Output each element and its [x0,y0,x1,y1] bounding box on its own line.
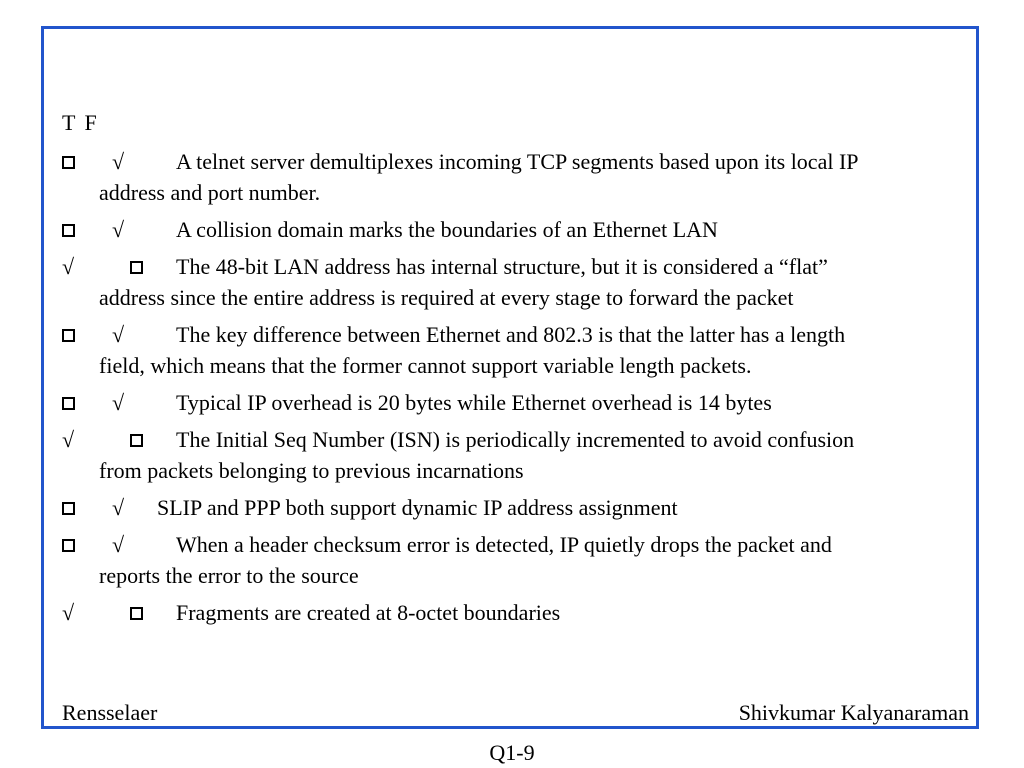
false-column [130,251,143,282]
question-item [62,492,974,523]
question-text-continued: address and port number. [99,180,321,205]
empty-checkbox-icon [62,224,75,237]
true-column [62,424,74,455]
empty-checkbox-icon [62,539,75,552]
footer-author: Shivkumar Kalyanaraman [738,700,969,725]
question-text-continued: field, which means that the former cannot support variable length packets. [99,353,752,378]
question-item [62,214,974,245]
true-column [62,529,75,560]
false-column [112,387,124,418]
question-item [62,529,974,591]
question-text: The key difference between Ethernet and 802.3 is that the latter has a length [176,322,846,347]
check-mark-icon: √ [62,427,75,452]
question-item [62,319,974,381]
page-number: Q1-9 [489,740,535,765]
question-item [62,387,974,418]
question-text: SLIP and PPP both support dynamic IP address assignment [157,495,678,520]
footer-institution: Rensselaer [62,700,158,725]
empty-checkbox-icon [130,607,143,620]
question-text: The 48-bit LAN address has internal structure, but it is considered a “flat” [176,254,828,279]
true-column [62,319,75,350]
check-mark-icon: √ [112,532,125,557]
empty-checkbox-icon [62,397,75,410]
question-text: Fragments are created at 8-octet boundaries [176,600,561,625]
question-item [62,597,974,628]
false-column [130,424,143,455]
question-text: A collision domain marks the boundaries of an Ethernet LAN [176,217,718,242]
question-item [62,424,974,486]
empty-checkbox-icon [62,156,75,169]
true-column [62,492,75,523]
empty-checkbox-icon [130,434,143,447]
question-item [62,251,974,313]
true-false-header: T F [62,110,97,135]
check-mark-icon: √ [112,217,125,242]
question-text: Typical IP overhead is 20 bytes while Ethernet overhead is 14 bytes [176,390,772,415]
true-column [62,214,75,245]
question-text-continued: address since the entire address is required at every stage to forward the packet [99,285,794,310]
question-text: The Initial Seq Number (ISN) is periodically incremented to avoid confusion [176,427,855,452]
question-text-continued: reports the error to the source [99,563,359,588]
true-column [62,387,75,418]
false-column [130,597,143,628]
question-text: A telnet server demultiplexes incoming TCP segments based upon its local IP [176,149,859,174]
question-text: When a header checksum error is detected, IP quietly drops the packet and [176,532,832,557]
question-text-continued: from packets belonging to previous incarnations [99,458,524,483]
false-column [112,492,124,523]
true-column [62,146,75,177]
false-column [112,146,124,177]
check-mark-icon: √ [62,254,75,279]
check-mark-icon: √ [62,600,75,625]
false-column [112,529,124,560]
question-list [62,146,974,634]
empty-checkbox-icon [130,261,143,274]
false-column [112,319,124,350]
true-column [62,251,74,282]
true-column [62,597,74,628]
check-mark-icon: √ [112,149,125,174]
check-mark-icon: √ [112,390,125,415]
question-item [62,146,974,208]
check-mark-icon: √ [112,322,125,347]
empty-checkbox-icon [62,329,75,342]
false-column [112,214,124,245]
empty-checkbox-icon [62,502,75,515]
check-mark-icon: √ [112,495,125,520]
